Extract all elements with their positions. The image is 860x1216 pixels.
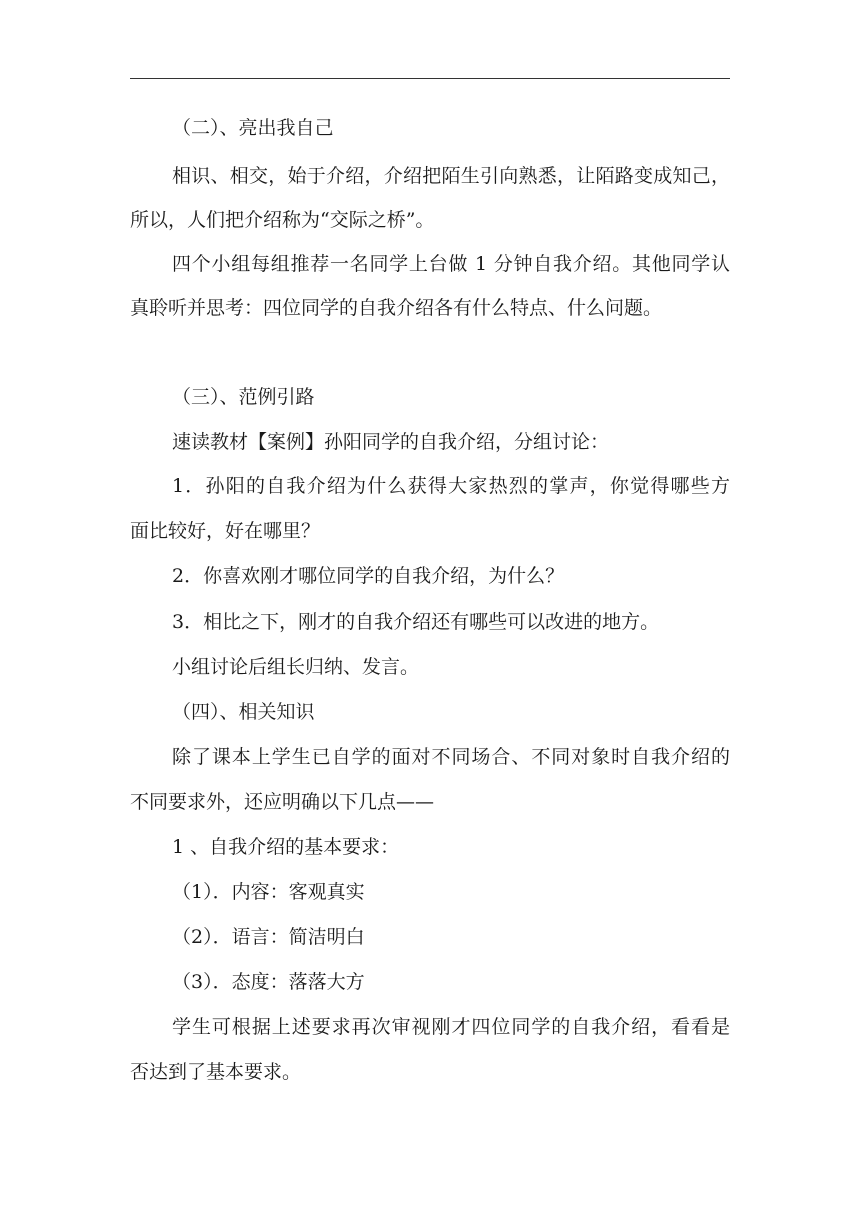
header-rule (130, 78, 730, 79)
requirements-title: 1 、自我介绍的基本要求： (172, 836, 400, 858)
paragraph-5-line-2: 不同要求外，还应明确以下几点—— (130, 791, 435, 813)
paragraph-2-line-2: 真聆听并思考：四位同学的自我介绍各有什么特点、什么问题。 (130, 297, 663, 319)
paragraph-4: 小组讨论后组长归纳、发言。 (172, 656, 420, 678)
question-3: 3．相比之下，刚才的自我介绍还有哪些可以改进的地方。 (172, 611, 660, 633)
question-1-line-1: 1．孙阳的自我介绍为什么获得大家热烈的掌声，你觉得哪些方 (172, 475, 730, 497)
paragraph-3: 速读教材【案例】孙阳同学的自我介绍，分组讨论： (172, 431, 610, 453)
paragraph-1-line-1: 相识、相交，始于介绍，介绍把陌生引向熟悉，让陌路变成知己， (172, 165, 730, 187)
requirement-1: （1）．内容：客观真实 (172, 881, 365, 903)
paragraph-6-line-2: 否达到了基本要求。 (130, 1061, 302, 1083)
paragraph-2-line-1: 四个小组每组推荐一名同学上台做 1 分钟自我介绍。其他同学认 (172, 253, 730, 275)
heading-section-4: （四）、相关知识 (172, 701, 315, 723)
requirement-2: （2）．语言：简洁明白 (172, 926, 365, 948)
paragraph-5-line-1: 除了课本上学生已自学的面对不同场合、不同对象时自我介绍的 (172, 746, 730, 768)
heading-section-3: （三）、范例引路 (172, 386, 315, 408)
question-2: 2．你喜欢刚才哪位同学的自我介绍，为什么？ (172, 565, 565, 587)
paragraph-1-line-2: 所以，人们把介绍称为“交际之桥”。 (130, 209, 435, 231)
heading-section-2: （二）、亮出我自己 (172, 117, 334, 139)
paragraph-6-line-1: 学生可根据上述要求再次审视刚才四位同学的自我介绍，看看是 (172, 1016, 730, 1038)
question-1-line-2: 面比较好，好在哪里？ (130, 520, 321, 542)
requirement-3: （3）．态度：落落大方 (172, 971, 365, 993)
